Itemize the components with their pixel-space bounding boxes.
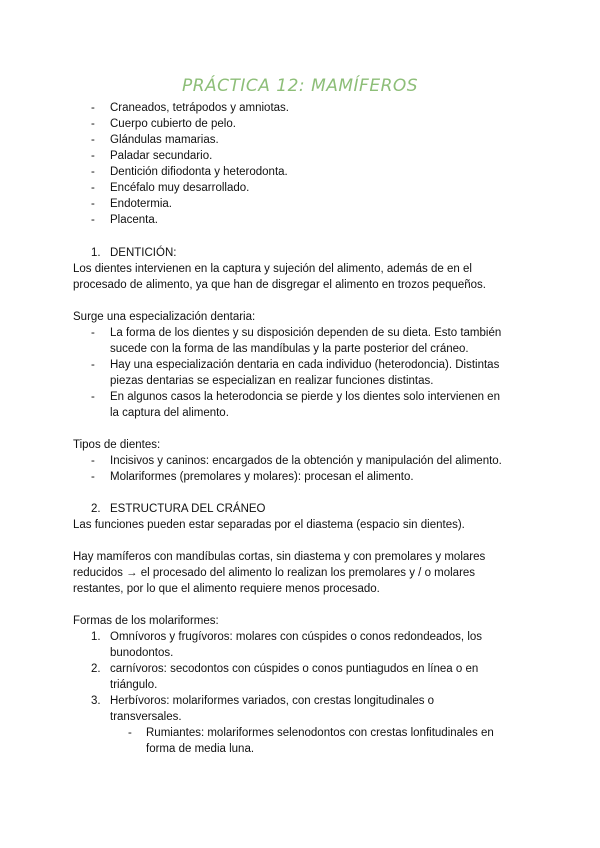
paragraph-line: Hay mamíferos con mandíbulas cortas, sin diastema y con premolares y molares (73, 551, 486, 563)
list-item: Dentición difiodonta y heterodonta. (110, 166, 288, 178)
bullet-dash: - (91, 359, 95, 371)
section-heading: DENTICIÓN: (110, 247, 177, 259)
list-number: 1. (91, 631, 101, 643)
list-item: Hay una especialización dentaria en cada individuo (heterodoncia). Distintas (110, 359, 500, 371)
bullet-dash: - (91, 455, 95, 467)
list-item: piezas dentarias se especializan en realizar funciones distintas. (110, 375, 434, 387)
bullet-dash: - (91, 182, 95, 194)
paragraph-line: reducidos → el procesado del alimento lo realizan los premolares y / o molares (73, 567, 476, 579)
bullet-dash: - (91, 150, 95, 162)
section-number: 1. (91, 247, 101, 259)
list-item: sucede con la forma de las mandíbulas y la parte posterior del cráneo. (110, 343, 469, 355)
bullet-dash: - (91, 118, 95, 130)
list-item: Paladar secundario. (110, 150, 213, 162)
list-number: 3. (91, 695, 101, 707)
list-item: Cuerpo cubierto de pelo. (110, 118, 236, 130)
list-item: Craneados, tetrápodos y amniotas. (110, 102, 289, 114)
list-item: La forma de los dientes y su disposición dependen de su dieta. Esto también (110, 327, 502, 339)
paragraph-line: procesado de alimento, ya que han de disgregar el alimento en trozos pequeños. (73, 279, 486, 291)
bullet-dash: - (91, 198, 95, 210)
sub-list-item: Rumiantes: molariformes selenodontos con crestas lonfitudinales en (146, 727, 494, 739)
sub-list-item: forma de media luna. (146, 743, 255, 755)
list-item: bunodontos. (110, 647, 174, 659)
list-item: Molariformes (premolares y molares): procesan el alimento. (110, 471, 414, 483)
paragraph-line: Las funciones pueden estar separadas por el diastema (espacio sin dientes). (73, 519, 465, 531)
list-item: Encéfalo muy desarrollado. (110, 182, 250, 194)
list-item: Placenta. (110, 214, 158, 226)
list-item: carnívoros: secodontos con cúspides o conos puntiagudos en línea o en (110, 663, 479, 675)
section-number: 2. (91, 503, 101, 515)
list-number: 2. (91, 663, 101, 675)
bullet-dash: - (128, 727, 132, 739)
bullet-dash: - (91, 134, 95, 146)
forms-label: Formas de los molariformes: (73, 615, 219, 627)
section-heading: ESTRUCTURA DEL CRÁNEO (110, 503, 266, 515)
page-title: PRÁCTICA 12: MAMÍFEROS (181, 76, 419, 96)
bullet-dash: - (91, 471, 95, 483)
list-item: Herbívoros: molariformes variados, con crestas longitudinales o (110, 695, 435, 707)
paragraph-line: Los dientes intervienen en la captura y sujeción del alimento, además de en el (73, 263, 472, 275)
bullet-dash: - (91, 214, 95, 226)
list-item: En algunos casos la heterodoncia se pierde y los dientes solo intervienen en (110, 391, 500, 403)
list-item: Glándulas mamarias. (110, 134, 219, 146)
bullet-dash: - (91, 391, 95, 403)
list-item: Omnívoros y frugívoros: molares con cúspides o conos redondeados, los (110, 631, 483, 643)
list-item: la captura del alimento. (110, 407, 229, 419)
bullet-dash: - (91, 327, 95, 339)
list-item: triángulo. (110, 679, 158, 691)
list-item: Incisivos y caninos: encargados de la obtención y manipulación del alimento. (110, 455, 502, 467)
list-item: Endotermia. (110, 198, 173, 210)
bullet-dash: - (91, 102, 95, 114)
specialization-label: Surge una especialización dentaria: (73, 311, 256, 323)
list-item: transversales. (110, 711, 182, 723)
bullet-dash: - (91, 166, 95, 178)
types-label: Tipos de dientes: (73, 439, 161, 451)
paragraph-line: restantes, por lo que el alimento requiere menos procesado. (73, 583, 380, 595)
